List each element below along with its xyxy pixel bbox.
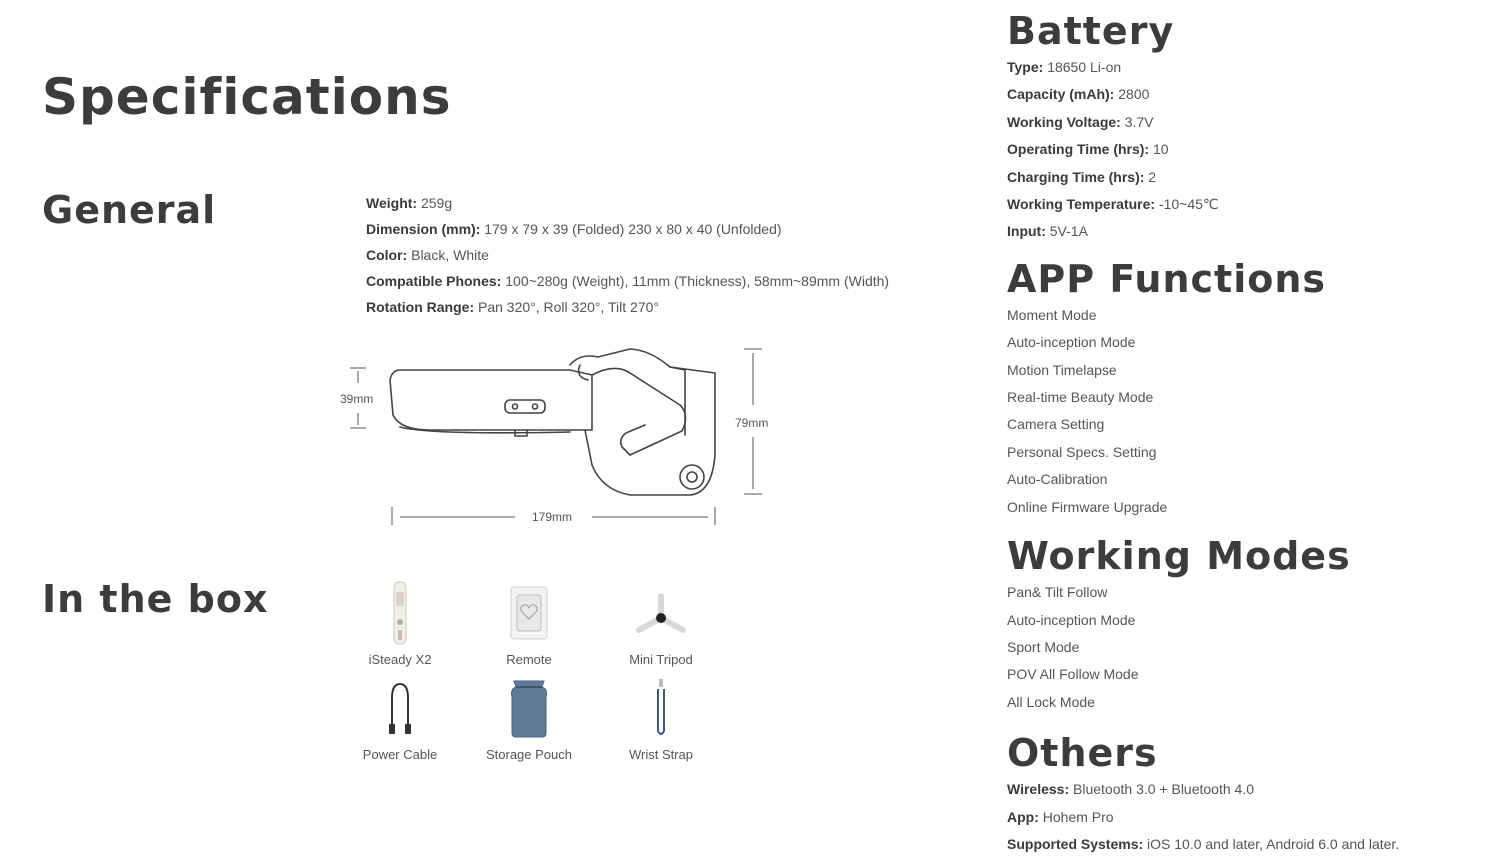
spec-key: Input: (1007, 223, 1046, 240)
pouch-icon (508, 677, 550, 739)
working-modes-heading: Working Modes (1007, 534, 1351, 579)
spec-value: iOS 10.0 and later, Android 6.0 and later. (1143, 835, 1400, 852)
spec-row-color (366, 242, 889, 268)
spec-value: 10 (1149, 141, 1169, 158)
in-the-box-heading: In the box (42, 577, 269, 621)
list-item: Auto-Calibration (1007, 471, 1108, 488)
box-item-mini-tripod (611, 578, 711, 667)
battery-spec-list (1007, 54, 1487, 246)
spec-key: Wireless: (1007, 781, 1070, 798)
app-functions-list (1007, 302, 1487, 521)
spec-value: 5V-1A (1045, 223, 1088, 240)
spec-row (1007, 81, 1487, 108)
depth-dimension-label: 79mm (735, 416, 769, 430)
spec-row (1007, 804, 1487, 831)
length-dimension-label: 179mm (532, 510, 573, 524)
spec-value: 2800 (1114, 86, 1150, 103)
spec-key: App: (1007, 808, 1039, 825)
strap-icon (651, 677, 671, 739)
height-dimension-label: 39mm (340, 392, 374, 406)
box-item-power-cable (350, 673, 450, 762)
spec-key: Rotation Range: (366, 299, 475, 315)
spec-value: Bluetooth 3.0 + Bluetooth 4.0 (1069, 781, 1254, 798)
spec-key: Dimension (mm): (366, 221, 481, 237)
list-item: POV All Follow Mode (1007, 666, 1139, 683)
spec-row (1007, 776, 1487, 803)
box-item-isteady (350, 578, 450, 667)
spec-value: Black, White (407, 247, 489, 263)
spec-key: Supported Systems: (1007, 835, 1144, 852)
list-item: Real-time Beauty Mode (1007, 389, 1154, 406)
gimbal-folded-illustration (330, 335, 790, 535)
spec-row-dimension (366, 216, 889, 242)
app-functions-heading: APP Functions (1007, 256, 1327, 301)
right-spec-column (1007, 8, 1487, 858)
list-item: All Lock Mode (1007, 693, 1095, 710)
spec-row (1007, 109, 1487, 136)
spec-value: 18650 Li-on (1043, 59, 1122, 75)
general-heading: General (42, 188, 217, 232)
spec-key: Operating Time (hrs): (1007, 141, 1150, 158)
spec-row (1007, 831, 1487, 858)
list-item: Camera Setting (1007, 416, 1105, 433)
others-heading: Others (1007, 731, 1158, 776)
spec-value: 3.7V (1120, 113, 1154, 130)
list-item: Sport Mode (1007, 638, 1080, 655)
battery-heading: Battery (1007, 9, 1175, 53)
gimbal-dimension-diagram (330, 335, 790, 540)
list-item: Auto-inception Mode (1007, 334, 1136, 351)
list-item: Personal Specs. Setting (1007, 443, 1157, 460)
spec-value: 179 x 79 x 39 (Folded) 230 x 80 x 40 (Unfolded) (480, 221, 782, 237)
remote-icon (509, 585, 549, 641)
spec-value: -10~45℃ (1155, 196, 1219, 213)
spec-value: Hohem Pro (1038, 808, 1114, 825)
list-item: Motion Timelapse (1007, 361, 1117, 378)
spec-key: Color: (366, 247, 408, 263)
spec-key: Working Temperature: (1007, 196, 1156, 213)
in-the-box-grid (350, 578, 730, 768)
spec-row (1007, 164, 1487, 191)
spec-key: Compatible Phones: (366, 273, 502, 289)
spec-row (1007, 54, 1487, 81)
list-item: Pan& Tilt Follow (1007, 584, 1108, 601)
spec-key: Type: (1007, 59, 1044, 75)
spec-value: 259g (417, 195, 453, 211)
working-modes-list (1007, 579, 1487, 716)
box-item-label: Mini Tripod (629, 652, 693, 667)
cable-icon (380, 678, 420, 738)
general-spec-list (366, 190, 889, 320)
box-item-label: Remote (506, 652, 552, 667)
box-item-wrist-strap (611, 673, 711, 762)
spec-key: Weight: (366, 195, 418, 211)
spec-row (1007, 191, 1487, 218)
box-item-label: Wrist Strap (628, 747, 694, 762)
tripod-icon (633, 588, 689, 638)
spec-row (1007, 218, 1487, 245)
gimbal-icon (385, 580, 415, 646)
box-item-label: Storage Pouch (485, 747, 572, 762)
box-item-label: Power Cable (362, 747, 438, 762)
spec-key: Charging Time (hrs): (1007, 168, 1145, 185)
list-item: Moment Mode (1007, 306, 1097, 323)
page-title: Specifications (42, 68, 452, 126)
box-item-storage-pouch (479, 673, 579, 762)
list-item: Auto-inception Mode (1007, 611, 1136, 628)
spec-row-weight (366, 190, 889, 216)
spec-key: Capacity (mAh): (1007, 86, 1115, 103)
others-spec-list (1007, 776, 1487, 858)
spec-row-rotation-range (366, 294, 889, 320)
spec-row-compatible-phones (366, 268, 889, 294)
box-item-label: iSteady X2 (368, 652, 432, 667)
spec-value: 2 (1144, 168, 1157, 185)
spec-row (1007, 136, 1487, 163)
list-item: Online Firmware Upgrade (1007, 498, 1168, 515)
spec-key: Working Voltage: (1007, 113, 1121, 130)
spec-value: 100~280g (Weight), 11mm (Thickness), 58mm~89mm (Width) (501, 273, 890, 289)
spec-value: Pan 320°, Roll 320°, Tilt 270° (474, 299, 660, 315)
box-item-remote (479, 578, 579, 667)
